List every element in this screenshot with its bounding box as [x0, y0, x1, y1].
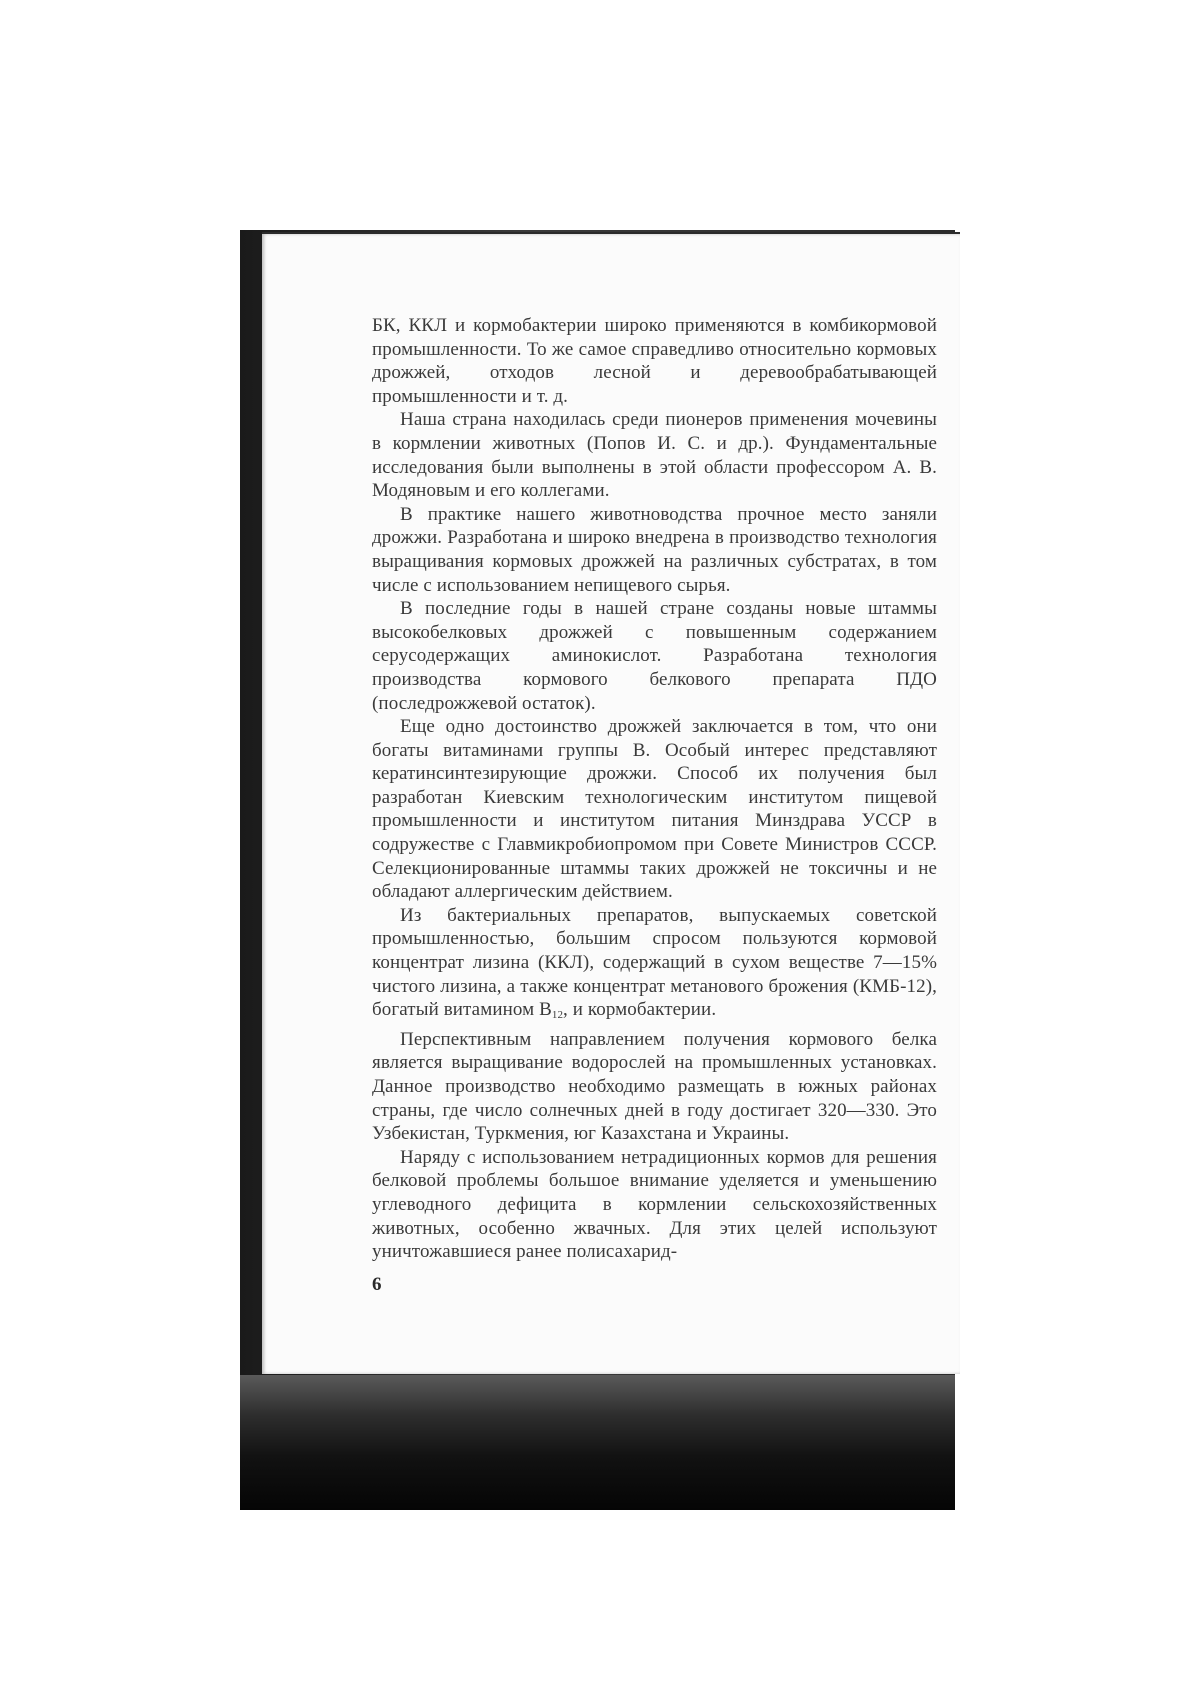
page-number: 6 [372, 1274, 382, 1295]
body-text [372, 314, 937, 1264]
paragraph-1: БК, ККЛ и кормобактерии широко применяются в комбикормовой промышленности. То же самое справедливо относительно кормовых дрожжей, отходов лесной и деревообрабатывающей промышленности и т. д. [372, 315, 937, 407]
paragraph-6 [372, 904, 937, 1028]
paragraph-5: Еще одно достоинство дрожжей заключается в том, что они богаты витаминами группы В. Особый интерес представляют кератинсинтезирующие дрожжи. Способ их получения был разработан Киевским технологическим институтом пищевой промышленности и институтом питания Минздрава УССР в содружестве с Главмикробиопромом при Совете Министров СССР. Селекционированные штаммы таких дрожжей не токсичны и не обладают аллергическим действием. [372, 716, 937, 903]
paragraph-2: Наша страна находилась среди пионеров применения мочевины в кормлении животных (Попов И. С. и др.). Фундаментальные исследования были выполнены в этой области профессором А. В. Модяновым и его коллегами. [372, 409, 937, 502]
paragraph-6-text: Из бактериальных препаратов, выпускаемых советской промышленностью, большим спросом пользуются кормовой концентрат лизина (ККЛ), содержащий в сухом веществе 7—15% чистого лизина, а также концентрат метанового брожения (КМБ-12), богатый витамином В [372, 904, 937, 1021]
paragraph-4: В последние годы в нашей стране созданы новые штаммы высокобелковых дрожжей с повышенным содержанием серусодержащих аминокислот. Разработана технология производства кормового белкового препарата ПДО (последрожжевой остаток). [372, 598, 937, 714]
paragraph-6-tail: , и кормобактерии. [563, 999, 717, 1021]
paragraph-3: В практике нашего животноводства прочное место заняли дрожжи. Разработана и широко внедрена в производство технология выращивания кормовых дрожжей на различных субстратах, в том числе с использованием непищевого сырья. [372, 503, 937, 596]
vitamin-subscript: 12 [551, 1009, 564, 1022]
paragraph-8: Наряду с использованием нетрадиционных кормов для решения белковой проблемы большое внимание уделяется и уменьшению углеводного дефицита в кормлении сельскохозяйственных животных, особенно жвачных. Для этих целей используют уничтожавшиеся ранее полисахарид- [372, 1146, 937, 1263]
paragraph-7: Перспективным направлением получения кормового белка является выращивание водорослей на промышленных установках. Данное производство необходимо размещать в южных районах страны, где число солнечных дней в году достигает 320—330. Это Узбекистан, Туркмения, юг Казахстана и Украины. [372, 1028, 937, 1145]
book-bottom-edge [240, 1375, 955, 1510]
book-page [262, 234, 960, 1374]
